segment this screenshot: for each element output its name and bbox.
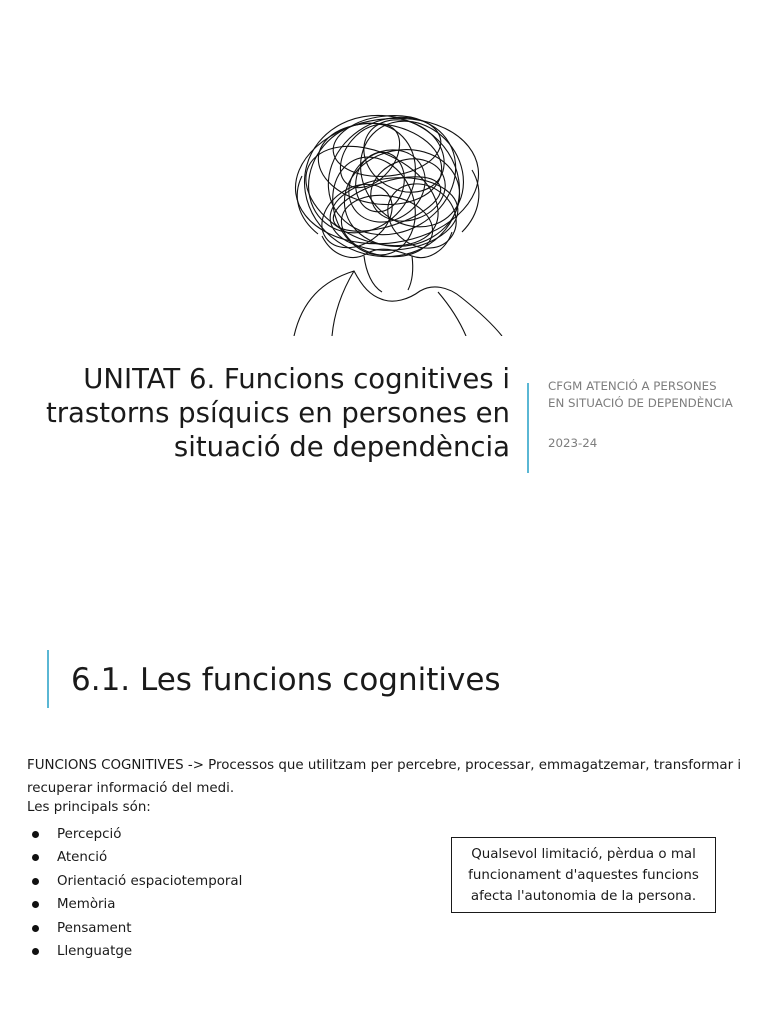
scribble-head-icon [262, 86, 512, 336]
callout-box: Qualsevol limitació, pèrdua o mal funcionament d'aquestes funcions afecta l'autonomia de la persona. [451, 837, 716, 913]
list-item [27, 917, 242, 940]
subtitle-line: EN SITUACIÓ DE DEPENDÈNCIA [548, 396, 733, 410]
bullet-icon [32, 948, 39, 955]
list-item-label: Memòria [57, 897, 116, 913]
accent-divider [527, 383, 529, 473]
list-item-label: Orientació espaciotemporal [57, 873, 243, 889]
bullet-icon [32, 901, 39, 908]
list-item [27, 846, 242, 869]
subtitle-line: CFGM ATENCIÓ A PERSONES [548, 379, 717, 393]
list-item-label: Llenguatge [57, 944, 133, 960]
list-lead: Les principals són: [27, 800, 151, 815]
academic-year: 2023-24 [548, 436, 598, 450]
list-item [27, 823, 242, 846]
list-item [27, 870, 242, 893]
cognitive-functions-list [27, 823, 242, 963]
bullet-icon [32, 831, 39, 838]
list-item-label: Atenció [57, 850, 108, 866]
list-item [27, 893, 242, 916]
list-item-label: Pensament [57, 920, 132, 936]
accent-divider [47, 650, 49, 708]
list-item [27, 940, 242, 963]
bullet-icon [32, 878, 39, 885]
section-heading: 6.1. Les funcions cognitives [71, 662, 501, 698]
bullet-icon [32, 925, 39, 932]
course-subtitle [548, 378, 758, 412]
content-slide [0, 512, 768, 1024]
title-line: trastorns psíquics en persones en [45, 397, 510, 429]
bullet-icon [32, 854, 39, 861]
title-line: situació de dependència [173, 431, 510, 463]
title-line: UNITAT 6. Funcions cognitives i [83, 363, 510, 395]
list-item-label: Percepció [57, 827, 122, 842]
definition-text: FUNCIONS COGNITIVES -> Processos que utilitzam per percebre, processar, emmagatzemar, transformar i recuperar informació del medi. [27, 758, 742, 796]
presentation-title [30, 362, 510, 464]
